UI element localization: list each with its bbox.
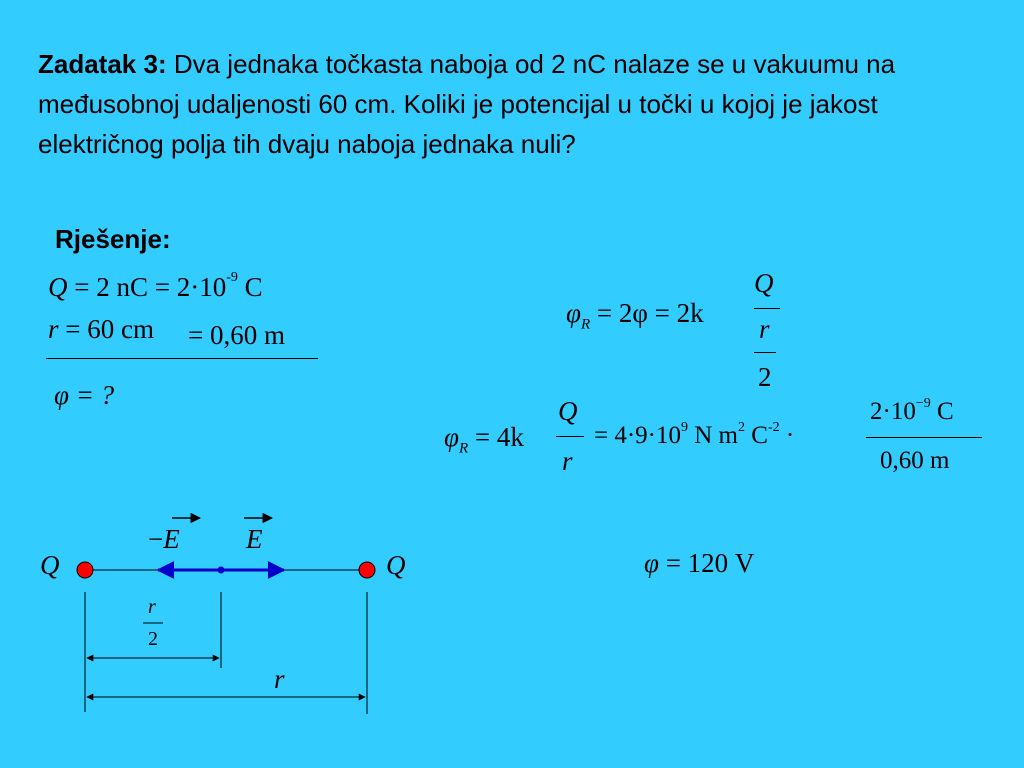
midpoint-dot (218, 567, 225, 574)
given-r-value: = 60 cm (65, 314, 154, 344)
formula1-sub: R (580, 316, 591, 333)
formula2-unitC: C (745, 422, 768, 449)
formula1-num-text: Q (754, 268, 774, 298)
problem-text: Dva jednaka točkasta naboja od 2 nC nalaze se u vakuumu na međusobnoj udaljenosti 60 cm. Koliki je potencijal u točki u kojoj je jakost električnog polja tih dvaju naboja jednaka nuli? (38, 49, 896, 159)
formula1-mid: = 2φ = 2k (596, 298, 704, 328)
solution-label: Rješenje: (55, 224, 171, 254)
full-distance-text: r (274, 664, 285, 694)
left-charge (77, 562, 93, 578)
right-charge (359, 562, 375, 578)
formula2-den2: 0,60 m (880, 447, 950, 474)
given-q-unit: C (237, 272, 263, 302)
given-unknown-value: = ? (75, 380, 115, 410)
formula2-exp2: 2 (738, 420, 745, 435)
formula1-den-bot: 2 (758, 362, 772, 392)
formula2-sub: R (458, 440, 469, 457)
right-charge-text: Q (386, 550, 406, 580)
vector-neg-e-text: E (163, 524, 180, 554)
formula1-lhs: $\varphi_R = 2\varphi = 2k$ (566, 298, 704, 333)
formula2-exp9: 9 (681, 420, 688, 435)
problem-label: Zadatak 3: (38, 49, 167, 79)
formula2-num2-text: 2·10 (870, 398, 916, 425)
given-q-value: = 2 nC = 2·10 (74, 272, 227, 302)
vector-minus: − (148, 524, 164, 554)
formula2-subst-text: = 4·9·10 (594, 422, 681, 449)
given-q: Q = 2 nC = $2\cdot 10^{-9}$ C (48, 270, 263, 302)
given-r: r = 60 cm (48, 314, 154, 344)
formula2-num2-exp: −9 (915, 396, 931, 411)
result-value: = 120 V (665, 548, 755, 578)
given-q-exp: -9 (226, 270, 238, 285)
formula2-num2-unit: C (930, 398, 954, 425)
formula1-den-top-text: r (759, 314, 770, 344)
left-charge-text: Q (40, 550, 60, 580)
vector-e-text: E (246, 524, 263, 554)
given-r-converted: = 0,60 m (188, 320, 285, 350)
formula2-units: N m (688, 422, 738, 449)
formula2-num-text: Q (558, 396, 578, 426)
half-distance-den: 2 (148, 628, 158, 650)
given-unknown: φ = ? (54, 380, 115, 410)
formula2-mid: = 4k (474, 422, 524, 452)
formula2-dot: · (779, 422, 795, 449)
formula2-expm2: -2 (767, 420, 780, 435)
result: φ = 120 V (644, 548, 755, 578)
formula2-den-text: r (562, 446, 573, 476)
formula2-lhs: $\varphi_R = 4k$ (444, 422, 524, 457)
half-top: r (148, 596, 156, 618)
